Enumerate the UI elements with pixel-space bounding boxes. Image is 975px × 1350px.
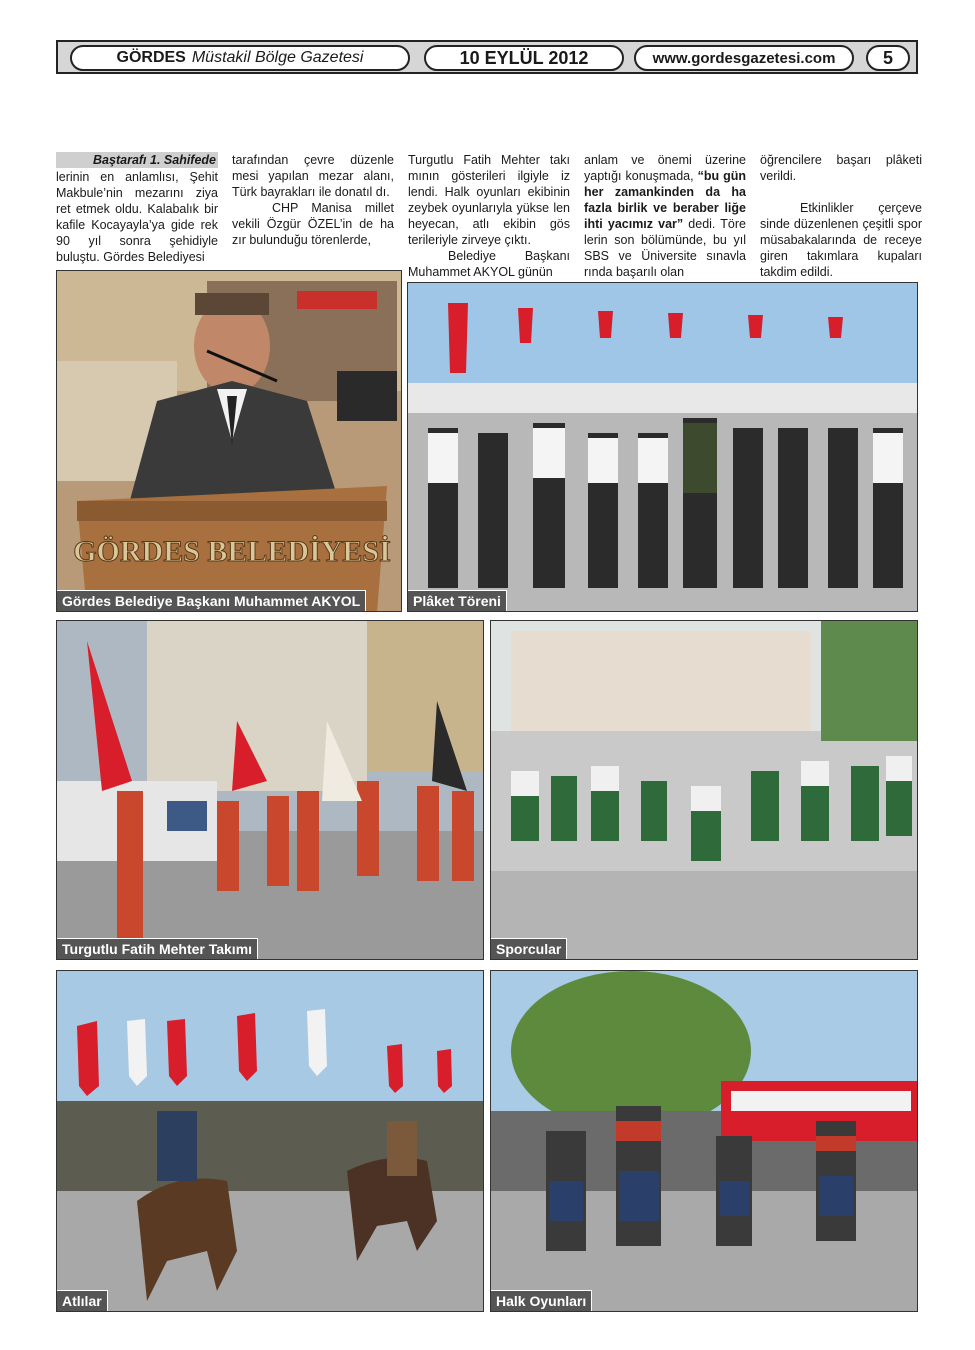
photo-caption: Sporcular bbox=[491, 938, 567, 959]
article-column-2 bbox=[232, 152, 394, 248]
article-text bbox=[584, 152, 746, 280]
article-text: öğrencilere başarı plâketi verildi. bbox=[760, 153, 922, 183]
newspaper-header bbox=[56, 40, 918, 74]
continued-from-kicker: Baştarafı 1. Sahifede bbox=[56, 152, 218, 168]
photo-plaque-ceremony bbox=[407, 282, 918, 612]
photo-caption: Gördes Belediye Başkanı Muhammet AKYOL bbox=[57, 590, 366, 611]
article-text: Belediye Başkanı Muhammet AKYOL günün bbox=[408, 249, 570, 279]
photo-horsemen bbox=[56, 970, 484, 1312]
photo-caption: Halk Oyunları bbox=[491, 1290, 592, 1311]
article-text: CHP Manisa millet vekili Özgür ÖZEL’in de ha zır bulunduğu törenlerde, bbox=[232, 201, 394, 247]
mehter-team-image bbox=[57, 621, 484, 960]
headline-container bbox=[56, 86, 918, 150]
folk-dances-image bbox=[491, 971, 918, 1312]
article-text-span: dedi. Töre lerin son bölümünde, bu yıl SBS ve Üniversite sınavla rında başarılı olan bbox=[584, 217, 746, 279]
issue-date: 10 EYLÜL 2012 bbox=[424, 45, 624, 71]
mayor-quote: “bu gün her zamankinden da ha fazla birlik ve beraber liğe ihti yacımız var” bbox=[584, 169, 746, 231]
paper-name: GÖRDES bbox=[116, 49, 186, 66]
photo-caption: Atlılar bbox=[57, 1290, 108, 1311]
article-column-4 bbox=[584, 152, 746, 280]
article-text: Turgutlu Fatih Mehter takı mının gösterileri ilgiyle iz lendi. Halk oyunları ekibinin zeybek oyunlarıyla yükse len heyecan, atlı ekibin gös terileriyle zirveye çıktı. bbox=[408, 153, 570, 247]
article-text: lerinin en anlamlısı, Şehit Makbule’nin mezarını ziya ret etmek oldu. Kalabalık bir kafile Kocayayla’ya gide rek 90 yıl sonra şehidiyle buluştu. Gördes Belediyesi bbox=[56, 170, 218, 264]
plaque-ceremony-image bbox=[408, 283, 918, 612]
horsemen-image bbox=[57, 971, 484, 1312]
paper-subtitle: Müstakil Bölge Gazetesi bbox=[191, 49, 364, 66]
photo-mehter-team bbox=[56, 620, 484, 960]
photo-caption: Plâket Töreni bbox=[408, 590, 507, 611]
podium-text: GÖRDES BELEDİYESİ bbox=[73, 535, 391, 568]
photo-mayor-speech bbox=[56, 270, 402, 612]
paper-name-pill bbox=[70, 45, 410, 71]
article-column-1 bbox=[56, 152, 218, 265]
article-text-span: anlam ve önemi üzerine yaptığı konuşmada, bbox=[584, 153, 746, 183]
photo-folk-dances bbox=[490, 970, 918, 1312]
website-link[interactable]: www.gordesgazetesi.com bbox=[634, 45, 854, 71]
mayor-speech-image bbox=[57, 271, 402, 612]
photo-athletes bbox=[490, 620, 918, 960]
page-number: 5 bbox=[866, 45, 910, 71]
article-text: tarafından çevre düzenle mesi yapılan mezar alanı, Türk bayrakları ile donatıl dı. bbox=[232, 153, 394, 199]
article-column-5 bbox=[760, 152, 922, 280]
article-text: Etkinlikler çerçeve sinde düzenlenen çeşitli spor müsabakalarında de receye giren takımlara kupaları takdim edildi. bbox=[760, 201, 922, 279]
photo-caption: Turgutlu Fatih Mehter Takımı bbox=[57, 938, 258, 959]
article-column-3 bbox=[408, 152, 570, 280]
athletes-image bbox=[491, 621, 918, 960]
